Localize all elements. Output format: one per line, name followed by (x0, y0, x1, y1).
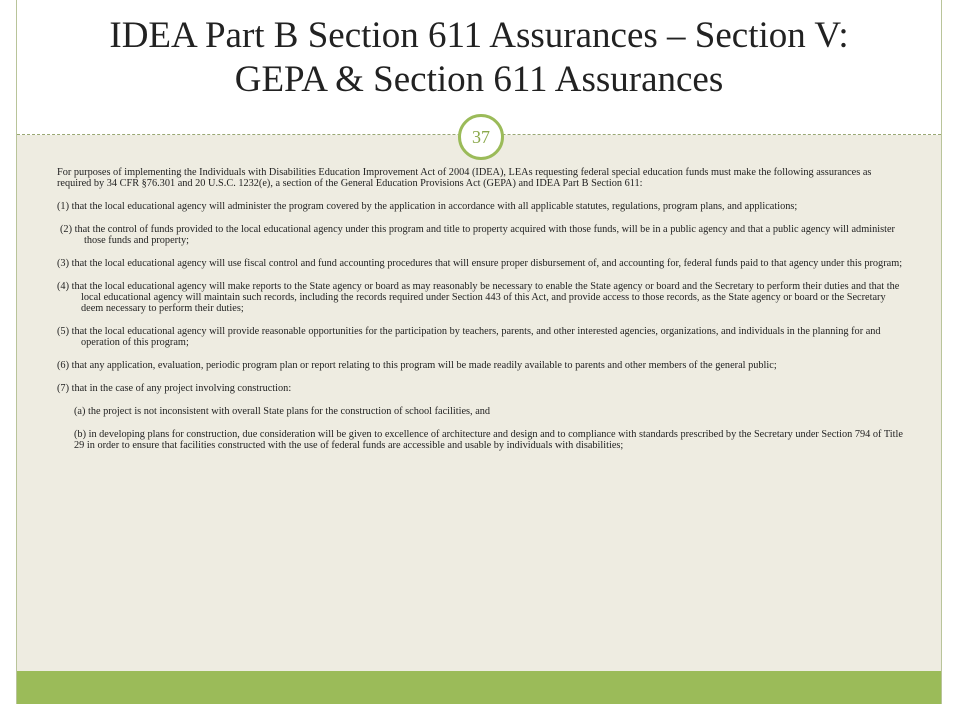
footer-bar (17, 671, 941, 704)
assurance-item-4: (4) that the local educational agency will make reports to the State agency or board as may reasonably be necessary to enable the State agency or board and the Secretary to perform their duties and that the local educational agency will maintain such records, including the records required under Section 443 of this Act, and provide access to those records, as the State agency or board or the Secretary deem necessary to perform their duties; (57, 281, 900, 314)
intro-paragraph: For purposes of implementing the Individuals with Disabilities Education Improvement Act of 2004 (IDEA), LEAs requesting federal special education funds must make the following assurances as required by 34 CFR §76.301 and 20 U.S.C. 1232(e), a section of the General Education Provisions Act (GEPA) and IDEA Part B Section 611: (57, 167, 872, 189)
assurance-item-7: (7) that in the case of any project involving construction: (57, 383, 292, 394)
assurance-item-1: (1) that the local educational agency will administer the program covered by the application in accordance with all applicable statutes, regulations, program plans, and applications; (57, 201, 798, 212)
slide-title (17, 14, 941, 102)
body-text (57, 167, 907, 463)
assurance-item-3: (3) that the local educational agency will use fiscal control and fund accounting procedures that will ensure proper disbursement of, and accounting for, federal funds paid to that agency under this program; (57, 258, 903, 269)
assurance-item-6: (6) that any application, evaluation, periodic program plan or report relating to this program will be made readily available to parents and other members of the general public; (57, 360, 777, 371)
assurance-sub-item-b: (b) in developing plans for construction, due consideration will be given to excellence of architecture and design and to compliance with standards prescribed by the Secretary under Section 794 of Title 29 in order to ensure that facilities constructed with the use of federal funds are accessible and usable by individuals with disabilities; (74, 429, 903, 451)
title-line-1: IDEA Part B Section 611 Assurances – Section V: (109, 15, 849, 56)
page-number-badge: 37 (458, 114, 504, 160)
assurance-sub-item-a: (a) the project is not inconsistent with overall State plans for the construction of school facilities, and (74, 406, 491, 417)
title-line-2: GEPA & Section 611 Assurances (234, 59, 724, 100)
assurance-item-2: (2) that the control of funds provided to the local educational agency under this program and title to property acquired with those funds, will be in a public agency and that a public agency will administer those funds and property; (60, 224, 895, 246)
assurance-item-5: (5) that the local educational agency will provide reasonable opportunities for the participation by teachers, parents, and other interested agencies, organizations, and individuals in the planning for and operation of this program; (57, 326, 881, 348)
